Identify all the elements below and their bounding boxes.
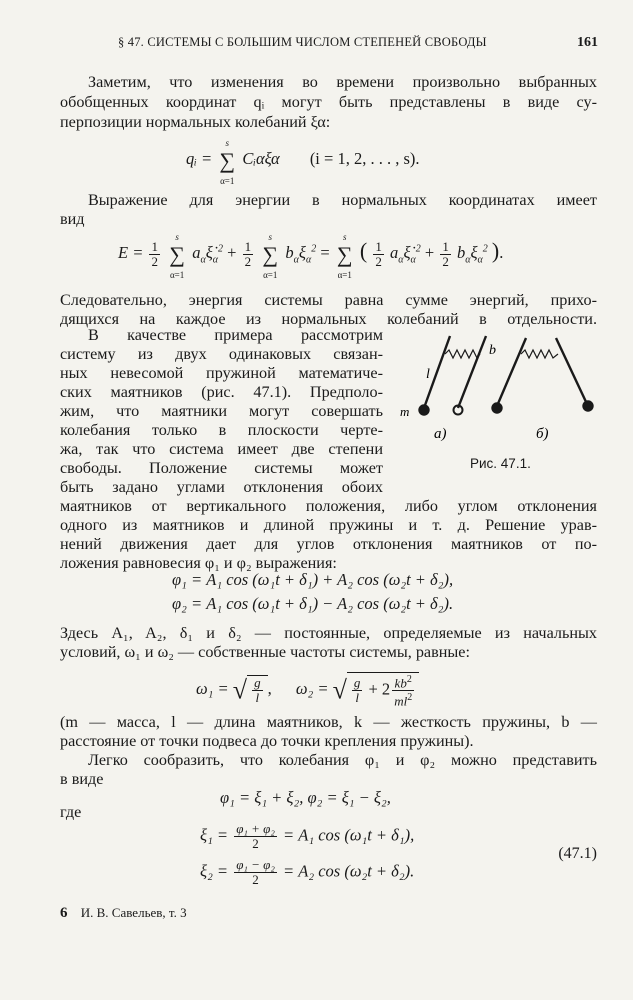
figure-caption: Рис. 47.1.: [470, 456, 531, 471]
p4-line-5: жим, что маятники могут совершать: [60, 402, 383, 420]
equation-omega: ω₁ = √ $\frac{g}{l}$ , ω₂ = √ $\frac{g}{l}$ + 2 $\frac{kb^2}{ml^2}$: [196, 672, 419, 709]
label-b: b: [489, 343, 496, 358]
pendulum-rod: [556, 338, 587, 404]
equation-number: (47.1): [558, 845, 597, 862]
section-title: § 47. СИСТЕМЫ С БОЛЬШИМ ЧИСЛОМ СТЕПЕНЕЙ СВОБОДЫ: [118, 35, 487, 49]
spring: [445, 350, 480, 358]
p4-line-8: свободы. Положение системы может: [60, 459, 383, 477]
pendulum-bob: [420, 406, 429, 415]
equation-xi1: ξ₁ = $\frac{\text{φ₁ + φ₂}}{2}$ = A₁ cos (ω₁t + δ₁),: [200, 821, 415, 851]
p4-line-10: маятников от вертикального положения, либо углом отклонения: [60, 497, 597, 515]
p5-line-2: условий, ω₁ и ω₂ — собственные частоты системы, равные:: [60, 643, 470, 661]
pendulum-rod: [497, 338, 526, 406]
equation-phi-xi: φ₁ = ξ₁ + ξ₂, φ₂ = ξ₁ − ξ₂,: [220, 788, 391, 807]
p4-line-11: одного из маятников и длиной пружины и т. д. Решение урав-: [60, 516, 597, 534]
equation-xi2: ξ₂ = $\frac{\text{φ₁ − φ₂}}{2}$ = A₂ cos (ω₂t + δ₂).: [200, 857, 415, 887]
p5-line-1: Здесь A₁, A₂, δ₁ и δ₂ — постоянные, определяемые из начальных: [60, 624, 597, 642]
p7-line-2: в виде: [60, 770, 104, 788]
p3-line-2: дящихся на каждое из нормальных колебаний в отдельности.: [60, 310, 597, 328]
label-b-panel: б): [536, 426, 549, 442]
p4-line-12: нений движения дает для углов отклонения маятников от по-: [60, 535, 597, 553]
p4-line-13: ложения равновесия φ₁ и φ₂ выражения:: [60, 554, 337, 572]
pendulum-figure: [398, 326, 610, 476]
p4-line-3: ных невесомой пружиной математиче-: [60, 364, 383, 382]
p4-line-4: ских маятников (рис. 47.1). Предполо-: [60, 383, 383, 401]
p4-line-9: быть задано углами отклонения обоих: [60, 478, 383, 496]
p2-line-2: вид: [60, 210, 85, 228]
word-gde: где: [60, 803, 82, 821]
signature-number: 6: [60, 905, 68, 921]
pendulum-bob: [584, 402, 593, 411]
pendulum-rod: [458, 336, 486, 408]
equation-phi2: φ₂ = A₁ cos (ω₁t + δ₁) − A₂ cos (ω₂t + δ₂).: [172, 594, 454, 613]
sum-symbol: ∑ s α=1: [219, 138, 236, 186]
p6-line-1: (m — масса, l — длина маятников, k — жесткость пружины, b —: [60, 713, 597, 731]
page-number: 161: [577, 35, 598, 50]
signature-text: И. В. Савельев, т. 3: [80, 905, 187, 920]
label-length: l: [426, 367, 430, 382]
running-head: [118, 35, 598, 53]
p3-line-1: Следовательно, энергия системы равна сумме энергий, прихо-: [60, 291, 597, 309]
spring: [521, 350, 558, 358]
label-a: а): [434, 426, 447, 442]
p2-line-1: Выражение для энергии в нормальных координатах имеет: [88, 191, 597, 209]
p6-line-2: расстояние от точки подвеса до точки крепления пружины).: [60, 732, 474, 750]
p1-line-3: перпозиции нормальных колебаний ξα:: [60, 113, 331, 131]
equation-phi1: φ₁ = A₁ cos (ω₁t + δ₁) + A₂ cos (ω₂t + δ₂),: [172, 570, 454, 589]
p4-line-2: систему из двух одинаковых связан-: [60, 345, 383, 363]
p4-line-6: колебания только в плоскости черте-: [60, 421, 383, 439]
p7-line-1: Легко сообразить, что колебания φ₁ и φ₂ можно представить: [88, 751, 597, 769]
pendulum-bob: [493, 404, 502, 413]
equation-energy: E = $\frac{1}{2}$ ∑ s α=1 $a_\alpha\xi̇_\alpha^2$ + $\frac{1}{2}$ ∑ s α=1 $b_\alpha\xi_\alpha^2$ = ∑ s α=1 ( $\frac{1}{2}$ $a_\alpha\xi̇_\alpha^2$ + $\frac{1}{2}$ $b_\alpha\xi_\alpha^2$ ).: [118, 232, 504, 280]
printer-signature: [60, 905, 187, 922]
p4-line-7: жа, так что система имеет две степени: [60, 440, 383, 458]
equation-q: qᵢ = ∑ s α=1 Cᵢαξα (i = 1, 2, . . . , s).: [186, 138, 420, 186]
p4-line-1: В качестве примера рассмотрим: [88, 326, 383, 344]
p1-line-2: обобщенных координат qᵢ могут быть представлены в виде су-: [60, 93, 597, 111]
label-mass: m: [400, 404, 410, 419]
p1-line-1: Заметим, что изменения во времени произвольно выбранных: [88, 73, 597, 91]
